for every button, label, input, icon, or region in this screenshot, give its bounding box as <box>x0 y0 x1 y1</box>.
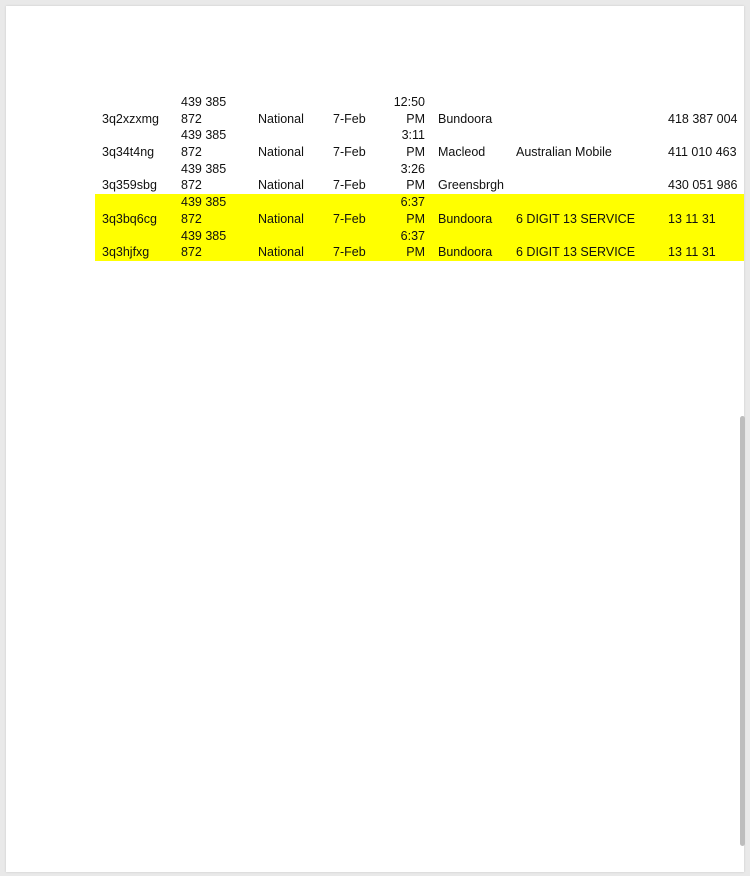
time-line2: PM <box>406 145 425 160</box>
table-row <box>95 161 744 194</box>
time-line1: 6:37 <box>400 195 425 210</box>
call-location: Bundoora <box>438 111 493 126</box>
number-line1: 439 385 <box>181 161 227 176</box>
call-date: 7-Feb <box>333 178 366 193</box>
table-row-highlighted <box>95 228 744 261</box>
call-location: Macleod <box>438 145 486 160</box>
vertical-scrollbar[interactable] <box>740 416 745 846</box>
called-number: 13 11 31 <box>668 211 716 226</box>
call-date: 7-Feb <box>333 111 366 126</box>
table-row <box>95 94 744 127</box>
record-id: 3q34t4ng <box>102 145 155 160</box>
called-number: 418 387 004 <box>668 111 738 126</box>
time-line2: PM <box>406 111 425 126</box>
call-date: 7-Feb <box>333 211 366 226</box>
table-row-highlighted <box>95 194 744 227</box>
time-line1: 3:26 <box>400 161 425 176</box>
number-line1: 439 385 <box>181 228 227 243</box>
time-line1: 12:50 <box>393 95 425 109</box>
time-line1: 3:11 <box>401 128 425 143</box>
call-destination: 6 DIGIT 13 SERVICE <box>516 245 636 260</box>
number-line1: 439 385 <box>181 128 227 143</box>
called-number: 430 051 986 <box>668 178 738 193</box>
call-type: National <box>258 145 304 160</box>
call-location: Bundoora <box>438 211 493 226</box>
record-id: 3q2xzxmg <box>102 111 159 126</box>
table-row <box>95 127 744 160</box>
time-line2: PM <box>406 211 425 226</box>
call-type: National <box>258 178 304 193</box>
call-type: National <box>258 211 304 226</box>
number-line2: 872 <box>181 145 202 160</box>
call-type: National <box>258 111 304 126</box>
number-line1: 439 385 <box>181 95 227 109</box>
call-destination: 6 DIGIT 13 SERVICE <box>516 211 636 226</box>
call-destination: Australian Mobile <box>516 145 612 160</box>
number-line1: 439 385 <box>181 195 227 210</box>
record-id: 3q3bq6cg <box>102 211 157 226</box>
number-line2: 872 <box>181 111 202 126</box>
call-location: Greensbrgh <box>438 178 505 193</box>
call-date: 7-Feb <box>333 145 366 160</box>
call-records-table <box>95 94 744 261</box>
time-line2: PM <box>406 245 425 260</box>
number-line2: 872 <box>181 245 202 260</box>
record-id: 3q3hjfxg <box>102 245 150 260</box>
call-location: Bundoora <box>438 245 493 260</box>
call-type: National <box>258 245 304 260</box>
document-page <box>6 6 744 872</box>
called-number: 13 11 31 <box>668 245 716 260</box>
time-line1: 6:37 <box>400 228 425 243</box>
called-number: 411 010 463 <box>668 145 737 160</box>
record-id: 3q359sbg <box>102 178 157 193</box>
number-line2: 872 <box>181 211 202 226</box>
call-date: 7-Feb <box>333 245 366 260</box>
time-line2: PM <box>406 178 425 193</box>
number-line2: 872 <box>181 178 202 193</box>
